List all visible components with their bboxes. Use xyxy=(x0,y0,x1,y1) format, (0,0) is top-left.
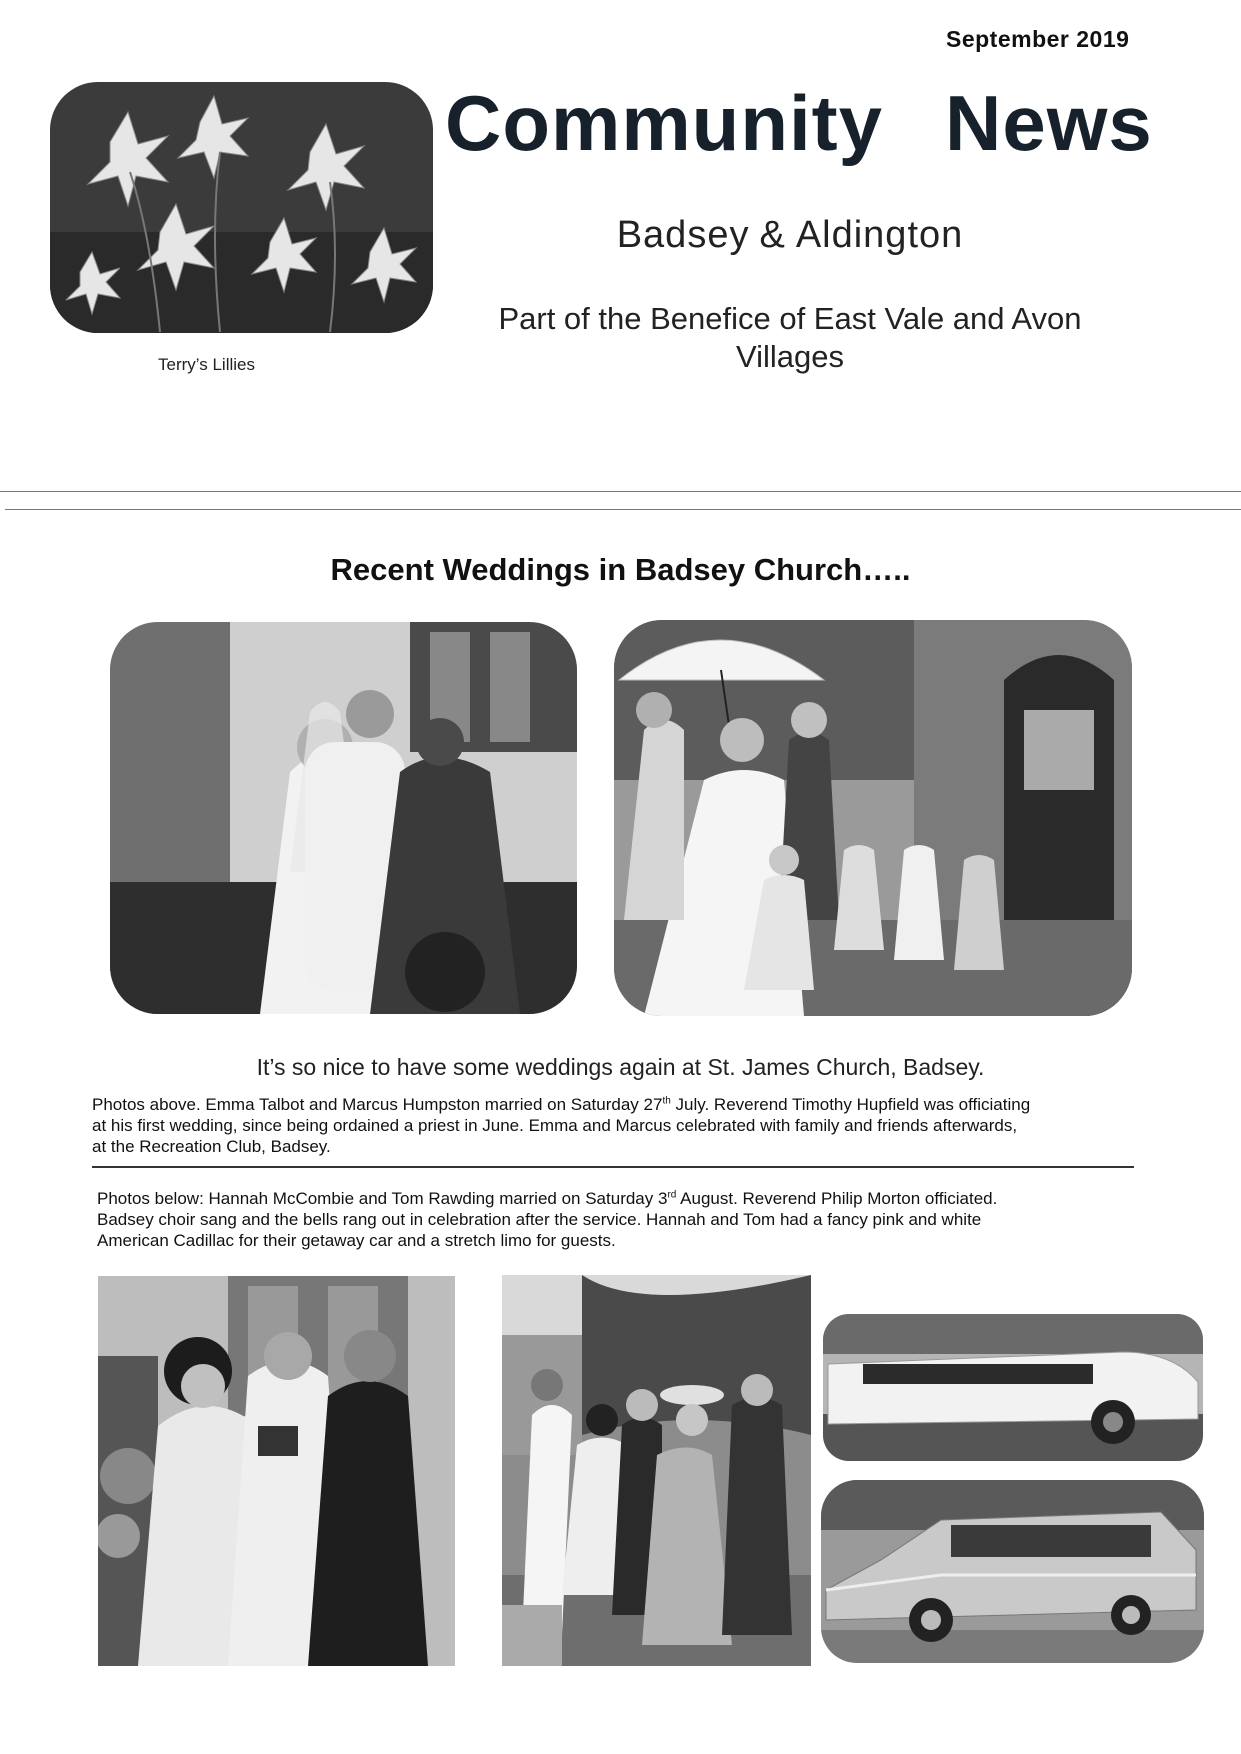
caption-divider xyxy=(92,1166,1134,1168)
subtitle-badsey: Badsey xyxy=(616,214,750,256)
header-divider-bottom xyxy=(5,509,1241,510)
photos-below-line-2: Badsey choir sang and the bells rang out in celebration after the service. Hannah and Tom had a fancy pink and white xyxy=(97,1210,982,1229)
benefice-line-2: Villages xyxy=(735,339,844,374)
lilies-caption: Terry’s Lillies xyxy=(158,355,255,374)
benefice-line-1: Part of the Benefice of East Vale and Avon xyxy=(498,301,1082,336)
altar-photo xyxy=(98,1276,455,1666)
photos-above-line-1 xyxy=(92,1094,1152,1115)
weddings-headline: Recent Weddings in Badsey Church….. xyxy=(330,552,911,587)
photos-above-line-3: at the Recreation Club, Badsey. xyxy=(92,1137,331,1156)
benefice-text xyxy=(470,300,1110,376)
photos-above-caption xyxy=(92,1094,1152,1157)
ceremony-photo xyxy=(110,622,577,1014)
lilies-photo xyxy=(50,82,433,333)
cadillac-photo-icon xyxy=(821,1480,1204,1663)
photos-below-caption xyxy=(97,1188,1147,1251)
cadillac-photo xyxy=(821,1480,1204,1663)
photos-above-line-1-b: July. Reverend Timothy Hupfield was officiating xyxy=(670,1095,1031,1114)
altar-photo-icon xyxy=(98,1276,455,1666)
photos-above-line-2: at his first wedding, since being ordained a priest in June. Emma and Marcus celebrated with family and friends afterwards, xyxy=(92,1116,1018,1135)
subtitle-aldington: Aldington xyxy=(795,214,964,256)
photos-below-line-1-a: Photos below: Hannah McCombie and Tom Rawding married on Saturday 3 xyxy=(97,1189,668,1208)
intro-text: It’s so nice to have some weddings again at St. James Church, Badsey. xyxy=(256,1054,985,1080)
header-divider-top xyxy=(0,491,1241,492)
lilies-photo-icon xyxy=(50,82,433,333)
photos-below-line-1-sup: rd xyxy=(667,1189,677,1201)
subtitle-ampersand: & xyxy=(759,214,786,256)
churchyard-photo-icon xyxy=(502,1275,811,1666)
title-word-news: News xyxy=(945,79,1153,167)
ceremony-photo-icon xyxy=(110,622,577,1014)
photos-above-line-1-sup: th xyxy=(662,1095,671,1107)
churchyard-photo xyxy=(502,1275,811,1666)
photos-below-line-1-b: August. Reverend Philip Morton officiated. xyxy=(676,1189,998,1208)
umbrella-wedding-photo xyxy=(614,620,1132,1016)
title-word-community: Community xyxy=(445,79,883,167)
umbrella-wedding-photo-icon xyxy=(614,620,1132,1016)
photos-below-line-1 xyxy=(97,1188,1147,1209)
photos-above-line-1-a: Photos above. Emma Talbot and Marcus Humpston married on Saturday 27 xyxy=(92,1095,663,1114)
limo-photo xyxy=(823,1314,1203,1461)
page-title xyxy=(445,78,1153,169)
limo-photo-icon xyxy=(823,1314,1203,1461)
issue-date: September 2019 xyxy=(946,26,1130,52)
page-subtitle xyxy=(530,214,1050,257)
photos-below-line-3: American Cadillac for their getaway car and a stretch limo for guests. xyxy=(97,1231,616,1250)
